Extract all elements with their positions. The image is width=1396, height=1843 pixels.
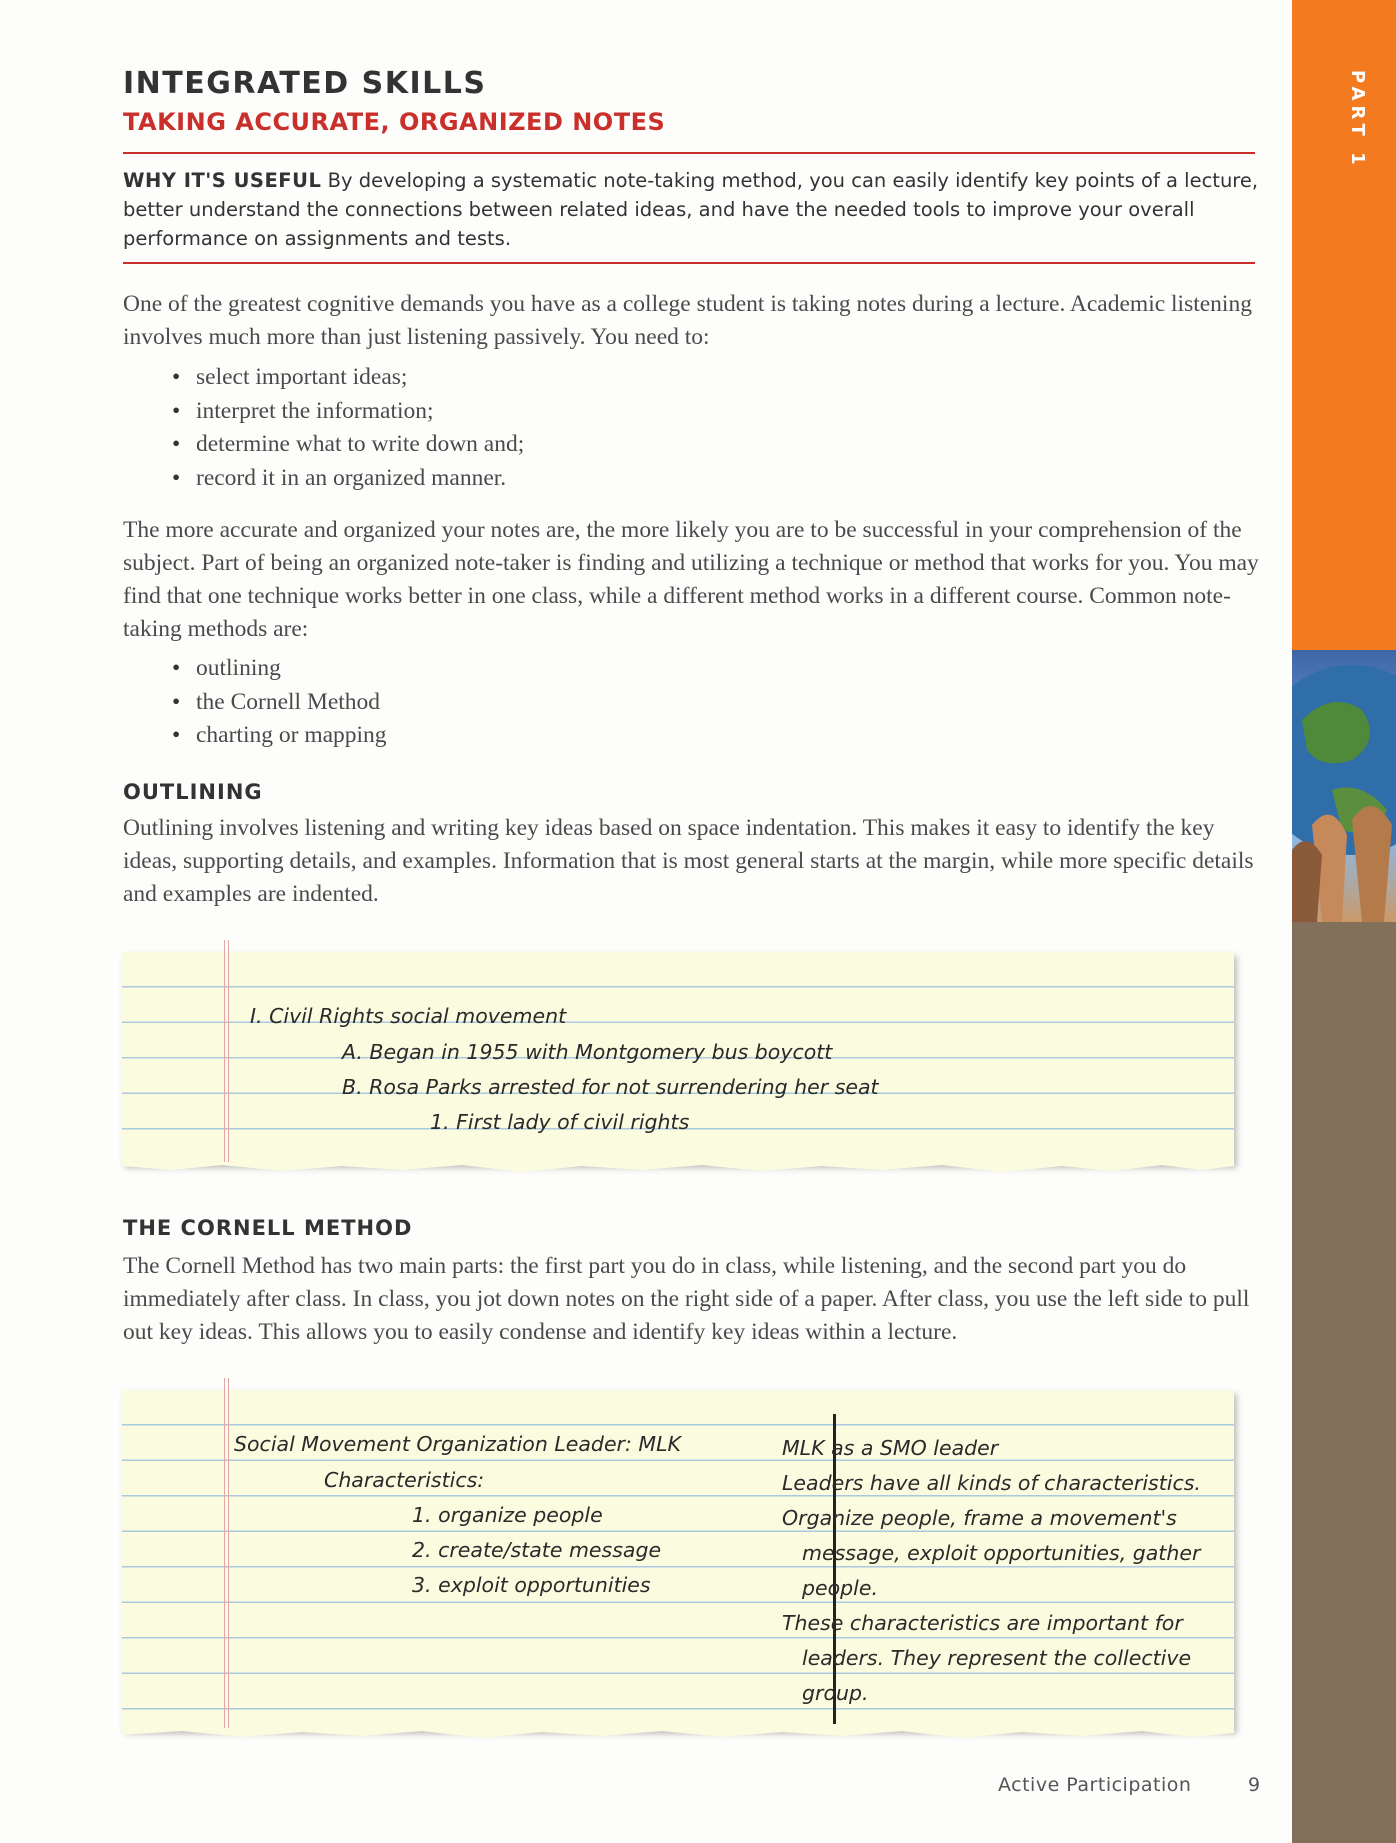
cornell-right-note-6: These characteristics are important for [782,1611,1183,1635]
list-item: • select important ideas; [172,361,524,395]
why-useful-box [123,166,1263,253]
cornell-left-note-1: Social Movement Organization Leader: MLK [234,1432,681,1456]
why-text: By developing a systematic note-taking method, you can easily identify key points of a lecture, better understand the connections between related ideas, and have the needed tools to improve your overall performance on assignments and tests. [123,169,1259,250]
cornell-right-note-4: message, exploit opportunities, gather [802,1541,1201,1565]
cornell-right-note-8: group. [802,1681,869,1705]
page-subtitle: TAKING ACCURATE, ORGANIZED NOTES [123,108,666,136]
list-item: • outlining [172,652,387,686]
cornell-right-note-5: people. [802,1576,879,1600]
cornell-right-note-3: Organize people, frame a movement's [782,1506,1177,1530]
outline-note-4: 1. First lady of civil rights [430,1110,690,1134]
paper-margin-line [224,940,229,1164]
outline-note-1: I. Civil Rights social movement [250,1004,567,1028]
cornell-notes-paper [122,1390,1234,1730]
cornell-left-note-5: 3. exploit opportunities [412,1573,651,1597]
cornell-heading: THE CORNELL METHOD [123,1216,413,1240]
intro-paragraph: One of the greatest cognitive demands you have as a college student is taking notes during a lecture. Academic listening involves much more than just listening passively. You need to: [123,291,1252,350]
list-item: • record it in an organized manner. [172,462,524,496]
side-strip-brown [1292,922,1396,1843]
paper-margin-line [224,1378,229,1730]
list-item: • determine what to write down and; [172,428,524,462]
torn-edge [122,1162,1234,1174]
footer-section: Active Participation [998,1774,1192,1796]
cornell-right-note-7: leaders. They represent the collective [802,1646,1192,1670]
list-item: • the Cornell Method [172,686,387,720]
cornell-divider [833,1414,836,1724]
why-label: WHY IT'S USEFUL [123,169,322,192]
globe-hands-photo [1292,650,1396,922]
list-item: • charting or mapping [172,719,387,753]
globe-icon [1292,650,1396,922]
cornell-left-note-4: 2. create/state message [412,1538,662,1562]
top-rule [123,152,1255,154]
cornell-right-note-1: MLK as a SMO leader [782,1436,999,1460]
methods-bullets [172,652,387,753]
methods-paragraph: The more accurate and organized your notes are, the more likely you are to be successful in your comprehension of the subject. Part of being an organized note-taker is finding and utilizing a technique or method that works for you. You may find that one technique works better in one class, while a different method works in a different course. Common note-taking methods are: [123,517,1259,642]
part-label: PART 1 [1347,70,1368,170]
intro-bullets [172,361,524,495]
page-number: 9 [1248,1774,1261,1796]
cornell-left-note-3: 1. organize people [412,1503,603,1527]
cornell-right-note-2: Leaders have all kinds of characteristics. [782,1471,1201,1495]
outline-note-3: B. Rosa Parks arrested for not surrendering her seat [342,1075,879,1099]
outlining-paragraph: Outlining involves listening and writing key ideas based on space indentation. This makes it easy to identify the key ideas, supporting details, and examples. Information that is most general starts at the margin, while more specific details and examples are indented. [123,815,1254,907]
list-item: • interpret the information; [172,395,524,429]
cornell-left-note-2: Characteristics: [324,1468,485,1492]
cornell-paragraph: The Cornell Method has two main parts: the first part you do in class, while listening, and the second part you do immediately after class. In class, you jot down notes on the right side of a paper. After class, you use the left side to pull out key ideas. This allows you to easily condense and identify key ideas within a lecture. [123,1253,1250,1345]
outlining-heading: OUTLINING [123,780,263,804]
outline-note-2: A. Began in 1955 with Montgomery bus boycott [342,1040,833,1064]
outline-notes-paper [122,952,1234,1164]
torn-edge [122,1728,1234,1740]
page-title: INTEGRATED SKILLS [123,66,487,101]
bottom-rule [123,262,1255,264]
